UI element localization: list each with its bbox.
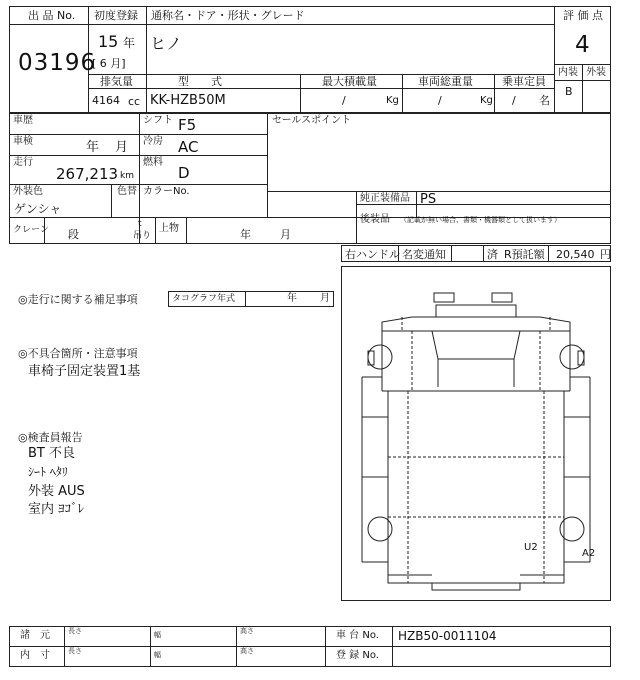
lot-number: 03196 xyxy=(18,50,97,76)
gross-weight-label: 車両総重量 xyxy=(418,75,473,88)
aircon-value: AC xyxy=(178,138,199,156)
capacity-unit: 名 xyxy=(539,94,550,107)
reg-year-unit: 年 xyxy=(123,36,136,50)
type-label: 型 式 xyxy=(178,75,222,88)
max-load-label: 最大積載量 xyxy=(322,75,377,88)
equipment-value: PS xyxy=(420,192,437,207)
aircon-label: 冷房 xyxy=(143,136,163,147)
recycle-value: 20,540 xyxy=(556,248,595,261)
right-mirror xyxy=(492,293,512,302)
grade-value: 4 xyxy=(575,32,590,58)
color-change-label: 色替 xyxy=(117,186,137,197)
max-load-unit: Kg xyxy=(386,95,399,106)
history-label: 車歴 xyxy=(13,115,33,126)
inspection-label: 車検 xyxy=(13,136,33,147)
displacement-value: 4164 xyxy=(92,94,120,107)
name-change-label: 名変通知 xyxy=(402,248,446,261)
interior-grade-value: B xyxy=(565,85,573,98)
lot-label: 出 品 No. xyxy=(28,9,76,22)
inspector-line-2: ｼｰﾄ ﾍﾀﾘ xyxy=(28,465,68,479)
installed-month-unit: 月 xyxy=(280,228,291,241)
interior-dim-label: 内 寸 xyxy=(20,650,50,661)
crane-hoist: 吊り xyxy=(133,231,152,241)
inner-width-label: 幅 xyxy=(154,651,161,659)
aftermarket-label: 後装品 xyxy=(360,214,390,225)
chassis-value: HZB50-0011104 xyxy=(398,629,497,643)
interior-grade-label: 内装 xyxy=(558,67,578,78)
chassis-label: 車 台 No. xyxy=(336,630,379,641)
gross-weight-slash: / xyxy=(438,94,442,107)
inner-height-label: 高さ xyxy=(240,647,254,655)
tachograph-month-unit: 月 xyxy=(320,293,330,304)
inspector-line-1: BT 不良 xyxy=(28,446,75,461)
capacity-slash: / xyxy=(512,94,516,107)
fuel-value: D xyxy=(178,164,190,182)
crane-ton: t xyxy=(138,219,142,229)
truck-outline-drawing xyxy=(342,267,610,600)
diagram-mark-left: U2 xyxy=(524,542,538,553)
exterior-grade-label: 外装 xyxy=(586,67,606,78)
right-handle-label: 右ハンドル xyxy=(345,248,400,261)
reg-label: 初度登録 xyxy=(94,9,138,22)
inner-length-label: 長さ xyxy=(68,647,82,655)
inspection-year-unit: 年 xyxy=(86,140,100,155)
inspector-line-3: 外装 AUS xyxy=(28,484,85,499)
deposit-label: 済 xyxy=(487,248,498,261)
spec-width-label: 幅 xyxy=(154,631,161,639)
mileage-label: 走行 xyxy=(13,157,33,168)
mileage-unit: km xyxy=(120,171,134,181)
spec-height-label: 高さ xyxy=(240,627,254,635)
aftermarket-note: （記載が無い場合、書類・機器類として扱います） xyxy=(400,216,561,224)
model-name-label: 通称名・ドア・形状・グレード xyxy=(151,9,305,22)
crane-label: クレーン xyxy=(13,225,49,235)
inspection-month-unit: 月 xyxy=(115,140,129,155)
installed-year-unit: 年 xyxy=(240,228,251,241)
tachograph-year-unit: 年 xyxy=(287,293,297,304)
exterior-color-label: 外装色 xyxy=(13,186,43,197)
shift-value: F5 xyxy=(178,116,197,134)
model-name-value: ヒノ xyxy=(150,34,182,53)
model-type-value: KK-HZB50M xyxy=(150,93,226,108)
color-code-label: カラーNo. xyxy=(143,186,190,197)
spec-length-label: 長さ xyxy=(68,627,82,635)
sales-point-label: セールスポイント xyxy=(272,115,352,126)
equipment-label: 純正装備品 xyxy=(360,193,410,204)
inspector-line-4: 室内 ﾖｺﾞﾚ xyxy=(28,502,85,517)
shift-label: シフト xyxy=(143,115,173,126)
reg-month: [ 6 月] xyxy=(92,57,126,70)
exterior-color-value: ゲンシャ xyxy=(14,202,62,216)
remarks-defects-header: ◎不具合箇所・注意事項 xyxy=(18,347,138,360)
displacement-label: 排気量 xyxy=(100,75,133,88)
mileage-value: 267,213 xyxy=(56,165,119,183)
tachograph-label: タコグラフ年式 xyxy=(172,294,236,304)
installed-label: 上物 xyxy=(159,223,179,234)
max-load-slash: / xyxy=(342,94,346,107)
displacement-unit: cc xyxy=(128,95,141,108)
reg-year: 15 xyxy=(98,32,119,51)
diagram-mark-right: A2 xyxy=(582,548,596,559)
vehicle-diagram xyxy=(341,266,611,601)
recycle-label: R預託額 xyxy=(504,248,545,261)
grade-label: 評 価 点 xyxy=(563,9,603,22)
fuel-label: 燃料 xyxy=(143,157,163,168)
left-mirror xyxy=(434,293,454,302)
plate-label: 登 録 No. xyxy=(336,650,379,661)
capacity-label: 乗車定員 xyxy=(502,75,546,88)
specs-row-label: 諸 元 xyxy=(20,630,50,641)
crane-stage: 段 xyxy=(68,228,79,241)
remarks-defects-line-1: 車椅子固定装置1基 xyxy=(28,364,141,379)
recycle-unit: 円 xyxy=(600,248,611,261)
gross-weight-unit: Kg xyxy=(480,95,493,106)
remarks-inspector-header: ◎検査員報告 xyxy=(18,431,83,444)
remarks-driving-header: ◎走行に関する補足事項 xyxy=(18,293,138,306)
